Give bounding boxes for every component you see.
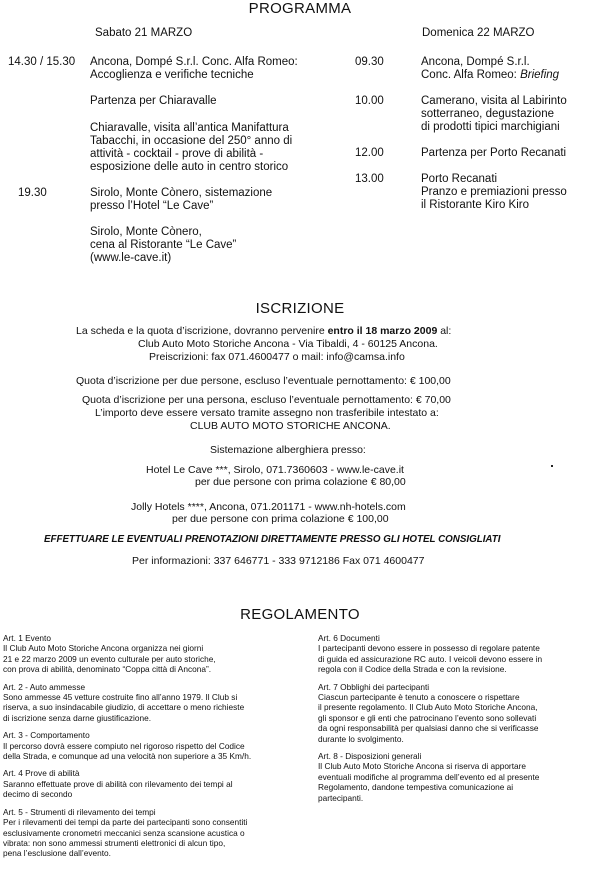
sat-entry-3-line: Chiaravalle, visita all’antica Manifattura (90, 122, 289, 134)
sun-time-2: 10.00 (355, 95, 384, 107)
article-heading: Art. 1 Evento (3, 633, 51, 643)
sun-header: Domenica 22 MARZO (422, 27, 535, 39)
iscrizione-preiscrizioni: Preiscrizioni: fax 071.4600477 o mail: info@camsa.info (149, 351, 405, 363)
club-name: CLUB AUTO MOTO STORICHE ANCONA. (190, 420, 391, 432)
article-line: da ogni responsabilità per qualsiasi danno che si verificasse (318, 723, 539, 734)
article-7 (318, 682, 542, 744)
hotel-le-cave-price: per due persone con prima colazione € 80,00 (195, 476, 406, 488)
article-line: gli sponsor e gli enti che patrocinano l’evento sono sollevati (318, 712, 537, 723)
iscrizione-line1 (76, 325, 451, 337)
iscrizione-line1-post: al: (437, 325, 452, 337)
article-8 (318, 751, 542, 803)
article-heading: Art. 4 Prove di abilità (3, 768, 80, 779)
iscrizione-line1-pre: La scheda e la quota d’iscrizione, dovranno pervenire (76, 325, 328, 337)
article-line: durante lo svolgimento. (318, 733, 404, 744)
sat-entry-4-line: presso l’Hotel “Le Cave” (90, 200, 214, 212)
iscrizione-title: ISCRIZIONE (255, 300, 345, 317)
article-heading: Art. 3 - Comportamento (3, 730, 90, 741)
sun-entry-2-line: Camerano, visita al Labirinto (421, 95, 567, 107)
regolamento-title: REGOLAMENTO (240, 606, 360, 623)
sat-entry-3-line: esposizione delle auto in centro storico (90, 161, 289, 173)
article-heading: Art. 2 - Auto ammesse (3, 681, 86, 692)
article-heading: Art. 7 Obblighi dei partecipanti (318, 681, 430, 692)
article-heading: Art. 8 - Disposizioni generali (318, 751, 422, 762)
sun-time-3: 12.00 (355, 147, 384, 159)
sat-entry-1 (90, 56, 298, 82)
article-line: della Strada, e comunque ad una velocità non superiore a 35 Km/h. (3, 751, 252, 762)
article-line: eventuali modifiche al programma dell’evento ed al presente (318, 771, 540, 782)
programma-title: PROGRAMMA (248, 0, 352, 17)
article-line: pena l’esclusione dall’evento. (3, 848, 111, 859)
article-line: regola con il Codice della Strada e con la revisione. (318, 664, 507, 675)
sat-entry-1-line: Ancona, Dompé S.r.l. Conc. Alfa Romeo: (90, 56, 298, 68)
article-6 (318, 633, 542, 675)
sun-entry-1-italic: Briefing (520, 69, 560, 81)
sat-entry-5-line: Sirolo, Monte Cònero, (90, 226, 202, 238)
article-line: partecipanti. (318, 792, 364, 803)
sun-entry-3-line: Partenza per Porto Recanati (421, 147, 567, 159)
sun-entry-1 (421, 56, 559, 82)
regolamento-left-column (3, 633, 251, 859)
sun-entry-2-line: di prodotti tipici marchigiani (421, 121, 560, 133)
article-line: di iscrizione senza darne giustificazione. (3, 712, 152, 723)
sat-time-4: 19.30 (18, 187, 47, 199)
sat-entry-3 (90, 122, 292, 174)
sun-entry-1-line: Ancona, Dompé S.r.l. (421, 56, 530, 68)
article-line: con prova di abilità, denominato “Coppa città di Ancona”. (3, 664, 212, 675)
sun-entry-4-line: il Ristorante Kiro Kiro (421, 199, 530, 211)
article-line: Per i rilevamenti dei tempi da parte dei partecipanti sono consentiti (3, 817, 248, 828)
prenotazioni-notice: EFFETTUARE LE EVENTUALI PRENOTAZIONI DIRETTAMENTE PRESSO GLI HOTEL CONSIGLIATI (44, 534, 501, 545)
article-line: riserva, a suo insindacabile giudizio, di accettare o meno richieste (3, 702, 245, 713)
importo-note: L’importo deve essere versato tramite assegno non trasferibile intestato a: (95, 407, 439, 419)
sun-entry-4-line: Pranzo e premiazioni presso (421, 186, 567, 198)
iscrizione-club-address: Club Auto Moto Storiche Ancona - Via Tibaldi, 4 - 60125 Ancona. (138, 338, 438, 350)
sun-time-4: 13.00 (355, 173, 384, 185)
article-line: Il Club Auto Moto Storiche Ancona organizza nei giorni (3, 643, 204, 654)
article-4 (3, 768, 251, 799)
article-line: esclusivamente cronometri meccanici senza scansione acustica o (3, 827, 245, 838)
sun-entry-2-line: sotterraneo, degustazione (421, 108, 554, 120)
sun-entry-2 (421, 95, 567, 134)
sun-time-1: 09.30 (355, 56, 384, 68)
article-line: Saranno effettuate prove di abilità con rilevamento dei tempi al (3, 778, 233, 789)
article-3 (3, 730, 251, 761)
sat-header: Sabato 21 MARZO (95, 27, 193, 39)
article-2 (3, 682, 251, 724)
scan-speck (551, 465, 553, 467)
article-line: Il Club Auto Moto Storiche Ancona si riserva di apportare (318, 761, 526, 772)
jolly-hotels-price: per due persone con prima colazione € 100,00 (172, 513, 389, 525)
sun-entry-3 (421, 147, 566, 160)
article-heading: Art. 6 Documenti (318, 633, 380, 643)
sat-entry-2-line: Partenza per Chiaravalle (90, 95, 217, 107)
sat-entry-5-line: cena al Ristorante “Le Cave” (90, 239, 237, 251)
article-line: 21 e 22 marzo 2009 un evento culturale per auto storiche, (3, 653, 216, 664)
article-line: Il percorso dovrà essere compiuto nel rigoroso rispetto del Codice (3, 740, 245, 751)
article-line: I partecipanti devono essere in possesso di regolare patente (318, 643, 540, 654)
article-line: Ciascun partecipante è tenuto a conoscere o rispettare (318, 692, 520, 703)
sat-entry-2 (90, 95, 217, 108)
article-line: di guida ed assicurazione RC auto. I veicoli devono essere in (318, 653, 543, 664)
sat-entry-4 (90, 187, 272, 213)
sat-entry-4-line: Sirolo, Monte Cònero, sistemazione (90, 187, 273, 199)
sun-entry-4 (421, 173, 567, 212)
sun-entry-4-line: Porto Recanati (421, 173, 498, 185)
sat-entry-1-line: Accoglienza e verifiche tecniche (90, 69, 254, 81)
iscrizione-deadline: entro il 18 marzo 2009 (327, 325, 438, 337)
sistemazione-label: Sistemazione alberghiera presso: (210, 444, 366, 456)
article-5 (3, 807, 251, 859)
sun-entry-1-line2 (421, 69, 559, 82)
sat-entry-3-line: attività - cocktail - prove di abilità - (90, 148, 264, 160)
sat-entry-5-line: (www.le-cave.it) (90, 252, 172, 264)
regolamento-right-column (318, 633, 542, 803)
quota-una-persona: Quota d’iscrizione per una persona, escluso l’eventuale pernottamento: € 70,00 (82, 394, 451, 406)
sat-entry-5 (90, 226, 236, 265)
jolly-hotels: Jolly Hotels ****, Ancona, 071.201171 - www.nh-hotels.com (131, 501, 406, 513)
sun-entry-1-plain: Conc. Alfa Romeo: (421, 69, 521, 81)
article-line: vibrata: non sono ammessi strumenti elettronici di alcun tipo, (3, 837, 226, 848)
article-line: decimo di secondo (3, 789, 73, 800)
article-heading: Art. 5 - Strumenti di rilevamento dei tempi (3, 806, 156, 817)
article-line: Sono ammesse 45 vetture costruite fino all’anno 1979. Il Club si (3, 692, 238, 703)
sat-time-1: 14.30 / 15.30 (8, 56, 76, 68)
quota-due-persone: Quota d’iscrizione per due persone, escluso l’eventuale pernottamento: € 100,00 (76, 375, 451, 387)
sat-entry-3-line: Tabacchi, in occasione del 250° anno di (90, 135, 293, 147)
article-1 (3, 633, 251, 675)
hotel-le-cave: Hotel Le Cave ***, Sirolo, 071.7360603 - www.le-cave.it (146, 464, 404, 476)
informazioni: Per informazioni: 337 646771 - 333 9712186 Fax 071 4600477 (132, 555, 425, 567)
article-line: Regolamento, dandone tempestiva comunicazione ai (318, 782, 514, 793)
article-line: il presente regolamento. Il Club Auto Moto Storiche Ancona, (318, 702, 538, 713)
